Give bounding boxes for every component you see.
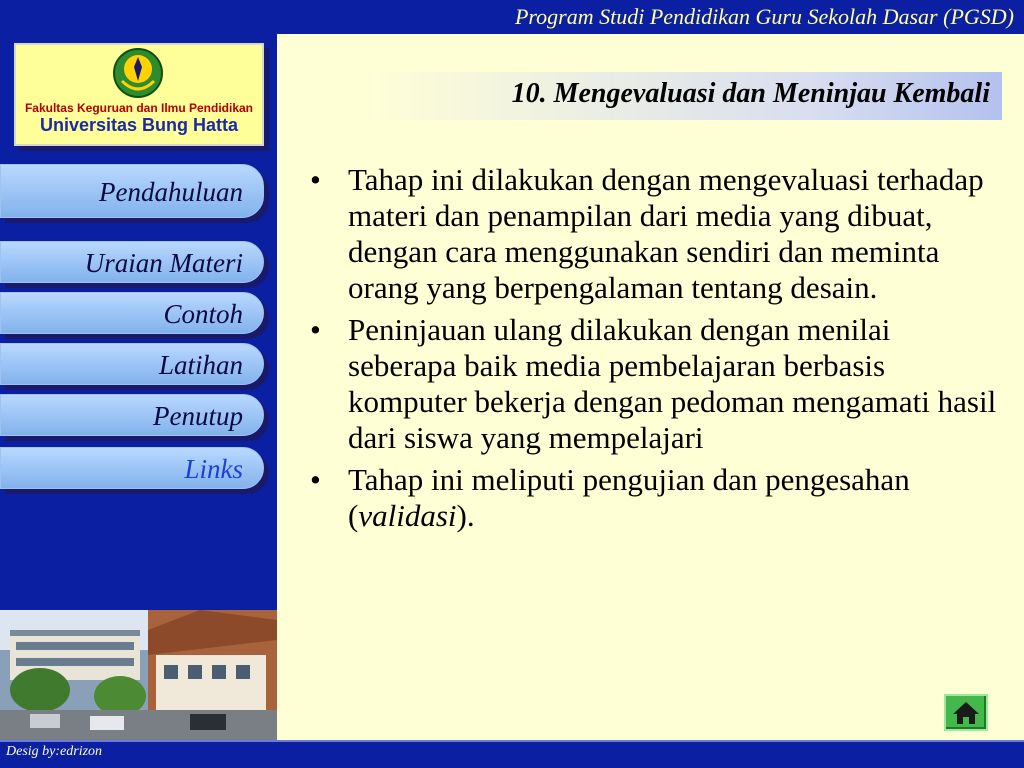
home-button[interactable] (944, 694, 988, 731)
bullet-3 (306, 462, 1006, 534)
slide-title: 10. Mengevaluasi dan Meninjau Kembali (511, 78, 990, 109)
nav-links-button[interactable]: Links (0, 447, 264, 489)
slide-content (306, 162, 1006, 540)
header-bar (277, 0, 1024, 34)
home-icon (946, 696, 986, 729)
university-emblem-icon (112, 47, 164, 99)
designer-credit: Desig by:edrizon (6, 744, 103, 759)
footer-bar (277, 742, 1024, 768)
program-title: Program Studi Pendidikan Guru Sekolah Dasar (PGSD) (514, 4, 1014, 29)
bullet-3-emphasis: validasi (358, 498, 457, 533)
faculty-name: Fakultas Keguruan dan Ilmu Pendidikan (24, 101, 254, 115)
university-logo (14, 43, 264, 146)
sidebar (0, 0, 277, 768)
nav-pendahuluan-button[interactable]: Pendahuluan (0, 164, 264, 218)
nav-penutup-button[interactable]: Penutup (0, 394, 264, 436)
bullet-1: • Tahap ini dilakukan dengan mengevaluasi terhadap materi dan penampilan dari media yang dibuat, dengan cara menggunakan sendiri dan meminta orang yang berpengalaman tentang desain. (306, 162, 1006, 306)
nav-contoh-button[interactable]: Contoh (0, 292, 264, 334)
bullet-3-closing: ). (456, 498, 475, 533)
nav-uraian-materi-button[interactable]: Uraian Materi (0, 241, 264, 283)
bullet-3-text: Tahap ini meliputi pengujian dan pengesahan ( (348, 462, 910, 533)
university-name: Universitas Bung Hatta (39, 115, 239, 135)
campus-photo (0, 610, 277, 740)
nav-latihan-button[interactable]: Latihan (0, 343, 264, 385)
bullet-2: • Peninjauan ulang dilakukan dengan menilai seberapa baik media pembelajaran berbasis komputer bekerja dengan pedoman mengamati hasil dari siswa yang mempelajari (306, 312, 1006, 456)
slide-title-bar (362, 72, 1002, 120)
